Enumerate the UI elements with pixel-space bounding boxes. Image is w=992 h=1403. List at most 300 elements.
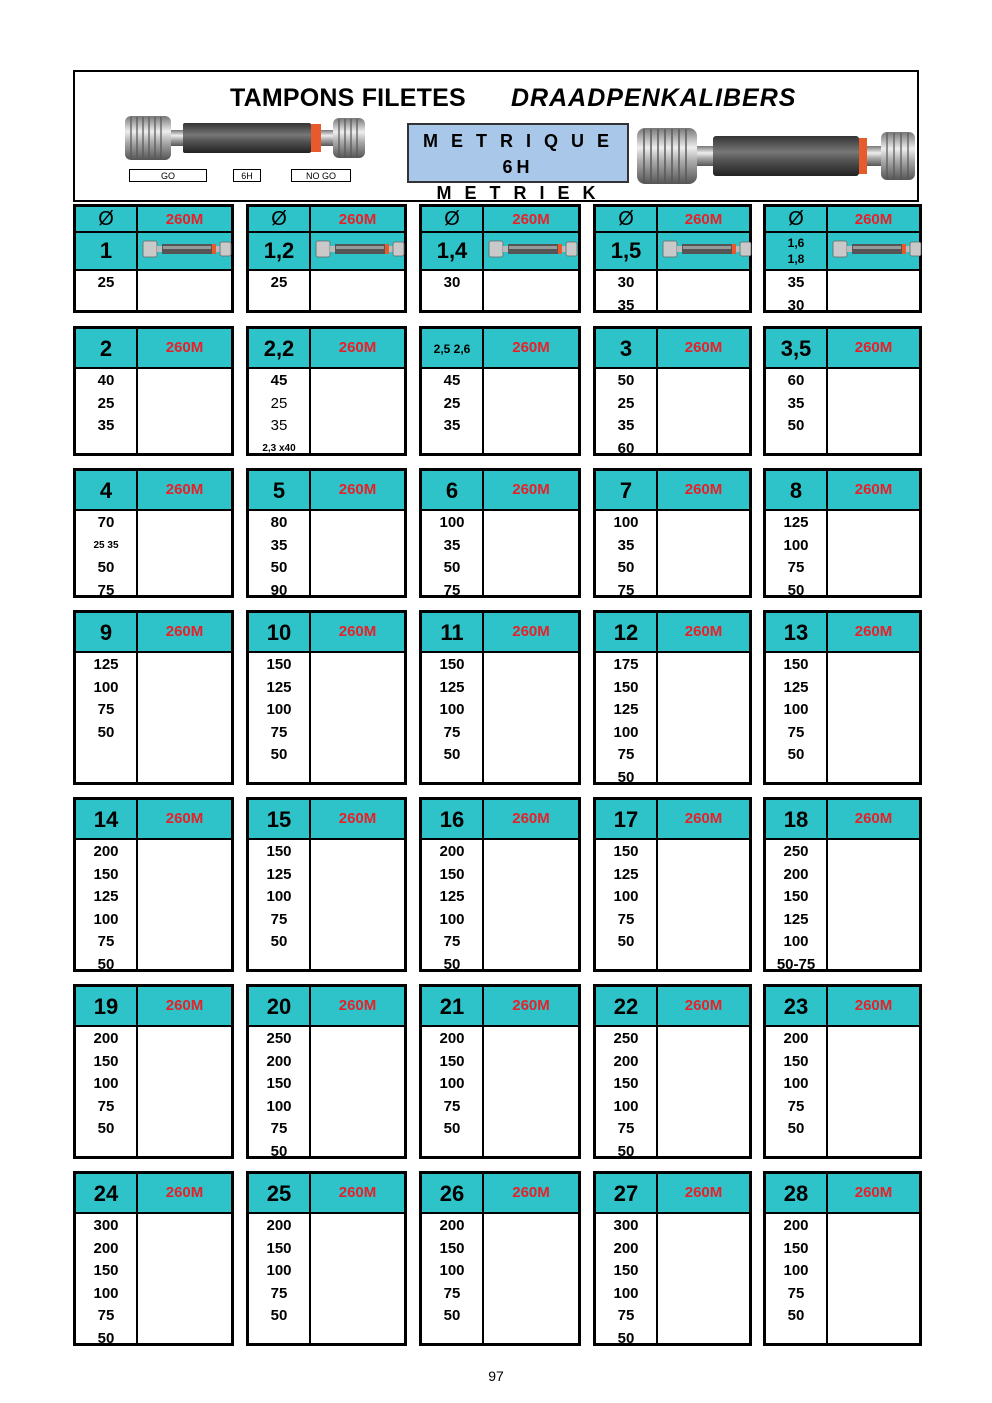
mini-gauge-icon xyxy=(662,239,752,259)
mini-gauge-icon xyxy=(488,239,578,259)
length-value: 150 xyxy=(93,1262,119,1280)
length-value: 150 xyxy=(783,1052,809,1070)
length-value: 30 xyxy=(617,274,635,291)
length-list xyxy=(249,272,309,295)
length-list xyxy=(766,841,826,977)
length-value: 100 xyxy=(93,910,119,928)
length-value: 200 xyxy=(439,843,465,860)
page-number: 97 xyxy=(488,1368,504,1384)
length-value: 150 xyxy=(613,678,639,696)
length-value: 75 xyxy=(97,581,115,599)
length-value: 150 xyxy=(613,843,639,860)
length-value: 100 xyxy=(783,933,809,951)
length-list xyxy=(596,654,656,790)
gauge-block xyxy=(593,468,752,598)
column-divider xyxy=(826,471,828,595)
length-value: 50 xyxy=(617,559,635,577)
column-divider xyxy=(826,613,828,782)
length-value: 100 xyxy=(93,678,119,696)
length-list xyxy=(249,841,309,954)
thread-size: 3 xyxy=(619,336,633,361)
length-value: 100 xyxy=(93,1284,119,1302)
column-divider xyxy=(136,329,138,453)
gauge-block xyxy=(419,984,581,1159)
article-code: 260M xyxy=(165,997,204,1014)
length-list xyxy=(596,272,656,317)
gauge-block xyxy=(593,610,752,785)
thread-size: 7 xyxy=(619,478,633,503)
article-code: 260M xyxy=(684,211,723,228)
length-list xyxy=(249,1028,309,1164)
header-separator xyxy=(76,231,231,233)
length-list xyxy=(422,512,482,602)
length-value: 75 xyxy=(270,723,288,741)
length-value: 150 xyxy=(783,888,809,906)
length-value: 50 xyxy=(97,559,115,577)
length-value: 150 xyxy=(266,843,292,860)
length-value: 50 xyxy=(270,746,288,764)
length-value: 25 35 xyxy=(93,539,119,551)
length-value: 50 xyxy=(270,559,288,577)
length-value: 25 xyxy=(270,274,288,291)
mini-gauge-icon xyxy=(832,239,922,259)
thread-size: 11 xyxy=(440,620,464,645)
length-value: 2,3 x40 xyxy=(262,442,296,454)
length-value: 100 xyxy=(783,536,809,554)
gauge-block xyxy=(593,326,752,456)
length-list xyxy=(422,1215,482,1328)
column-divider xyxy=(482,800,484,969)
length-list xyxy=(766,272,826,317)
length-value: 150 xyxy=(93,865,119,883)
column-divider xyxy=(826,987,828,1156)
length-list xyxy=(249,370,309,460)
length-value: 50 xyxy=(97,723,115,741)
column-divider xyxy=(656,1174,658,1343)
length-value: 100 xyxy=(266,1097,292,1115)
length-value: 35 xyxy=(787,274,805,291)
column-divider xyxy=(656,987,658,1156)
column-divider xyxy=(826,800,828,969)
length-list xyxy=(596,841,656,954)
diameter-symbol: Ø xyxy=(618,208,634,230)
length-value: 50 xyxy=(787,581,805,599)
length-list xyxy=(766,370,826,438)
gauge-block xyxy=(73,797,234,972)
length-value: 90 xyxy=(270,581,288,599)
length-list xyxy=(596,1215,656,1351)
article-code: 260M xyxy=(854,481,893,498)
thread-size: 20 xyxy=(266,994,292,1019)
thread-size-alt: 1,8 xyxy=(787,252,805,266)
length-value: 150 xyxy=(439,656,465,673)
length-value: 35 xyxy=(617,296,635,314)
length-value: 50 xyxy=(787,417,805,435)
column-divider xyxy=(482,987,484,1156)
thread-gauge-image-left xyxy=(123,112,369,168)
column-divider xyxy=(136,613,138,782)
column-divider xyxy=(656,471,658,595)
column-divider xyxy=(826,1174,828,1343)
length-value: 75 xyxy=(97,1097,115,1115)
length-value: 50 xyxy=(443,1307,461,1325)
article-code: 260M xyxy=(165,810,204,827)
thread-size: 27 xyxy=(613,1181,639,1206)
gauge-block xyxy=(763,1171,922,1346)
column-divider xyxy=(309,613,311,782)
article-code: 260M xyxy=(684,623,723,640)
article-code: 260M xyxy=(512,1184,550,1201)
gauge-block xyxy=(246,984,407,1159)
length-value: 75 xyxy=(617,581,635,599)
thread-size: 12 xyxy=(613,620,639,645)
length-value: 30 xyxy=(787,296,805,314)
gauge-block xyxy=(419,468,581,598)
gauge-block xyxy=(246,468,407,598)
length-value: 35 xyxy=(617,417,635,435)
gauge-block xyxy=(593,984,752,1159)
column-divider xyxy=(482,471,484,595)
length-value: 50 xyxy=(270,1142,288,1160)
length-value: 50 xyxy=(270,933,288,951)
length-value: 50 xyxy=(787,746,805,764)
length-value: 75 xyxy=(617,746,635,764)
length-list xyxy=(76,370,136,438)
length-value: 75 xyxy=(270,910,288,928)
length-value: 75 xyxy=(443,1097,461,1115)
mini-gauge-icon xyxy=(315,239,405,259)
length-value: 75 xyxy=(787,723,805,741)
column-divider xyxy=(656,800,658,969)
length-value: 150 xyxy=(439,865,465,883)
length-value: 200 xyxy=(93,1239,119,1257)
column-divider xyxy=(826,329,828,453)
length-value: 50 xyxy=(617,1329,635,1347)
length-value: 200 xyxy=(439,1217,465,1234)
length-value: 200 xyxy=(613,1239,639,1257)
thread-size: 5 xyxy=(272,478,286,503)
length-value: 150 xyxy=(613,1075,639,1093)
article-code: 260M xyxy=(854,623,893,640)
column-divider xyxy=(482,207,484,310)
length-value: 300 xyxy=(613,1217,639,1234)
mini-gauge-icon xyxy=(142,239,232,259)
article-code: 260M xyxy=(684,810,723,827)
thread-size: 22 xyxy=(613,994,639,1019)
length-list xyxy=(596,370,656,460)
diameter-symbol: Ø xyxy=(98,208,114,230)
gauge-block xyxy=(593,797,752,972)
length-value: 125 xyxy=(783,910,809,928)
gauge-block xyxy=(763,204,922,313)
length-value: 200 xyxy=(266,1217,292,1234)
length-value: 125 xyxy=(783,678,809,696)
column-divider xyxy=(136,207,138,310)
length-value: 25 xyxy=(617,394,635,412)
length-value: 125 xyxy=(266,865,292,883)
length-value: 75 xyxy=(443,933,461,951)
gauge-block xyxy=(763,797,922,972)
length-value: 100 xyxy=(439,910,465,928)
article-code: 260M xyxy=(854,810,893,827)
length-value: 35 xyxy=(443,417,461,435)
gauge-block xyxy=(73,326,234,456)
length-value: 200 xyxy=(613,1052,639,1070)
column-divider xyxy=(309,1174,311,1343)
length-value: 100 xyxy=(783,1075,809,1093)
article-code: 260M xyxy=(854,997,893,1014)
length-value: 100 xyxy=(783,701,809,719)
length-value: 75 xyxy=(787,559,805,577)
column-divider xyxy=(309,800,311,969)
length-value: 50-75 xyxy=(776,955,816,973)
length-value: 250 xyxy=(613,1030,639,1047)
length-value: 250 xyxy=(783,843,809,860)
column-divider xyxy=(482,1174,484,1343)
6h-label: 6H xyxy=(233,169,261,182)
length-value: 60 xyxy=(617,439,635,457)
length-value: 200 xyxy=(439,1030,465,1047)
gauge-block xyxy=(763,610,922,785)
length-value: 75 xyxy=(787,1284,805,1302)
thread-size: 25 xyxy=(266,1181,292,1206)
length-value: 125 xyxy=(93,888,119,906)
article-code: 260M xyxy=(338,810,377,827)
length-value: 100 xyxy=(266,1262,292,1280)
length-value: 25 xyxy=(270,394,288,412)
article-code: 260M xyxy=(854,1184,893,1201)
thread-size: 1 xyxy=(99,238,113,263)
article-code: 260M xyxy=(854,339,893,356)
length-value: 100 xyxy=(613,1097,639,1115)
length-value: 75 xyxy=(443,723,461,741)
length-value: 50 xyxy=(443,559,461,577)
length-value: 35 xyxy=(97,417,115,435)
column-divider xyxy=(136,1174,138,1343)
length-value: 150 xyxy=(93,1052,119,1070)
gauge-block xyxy=(246,1171,407,1346)
length-list xyxy=(766,1028,826,1141)
length-value: 35 xyxy=(787,394,805,412)
length-value: 125 xyxy=(93,656,119,673)
gauge-block xyxy=(419,610,581,785)
gauge-block xyxy=(73,984,234,1159)
length-value: 175 xyxy=(613,656,639,673)
length-value: 100 xyxy=(613,1284,639,1302)
length-value: 70 xyxy=(97,514,115,531)
length-list xyxy=(249,512,309,602)
length-list xyxy=(249,1215,309,1328)
thread-size: 2,2 xyxy=(263,336,295,361)
length-value: 75 xyxy=(270,1120,288,1138)
diameter-symbol: Ø xyxy=(444,208,460,230)
length-value: 50 xyxy=(787,1120,805,1138)
metric-line-1: M E T R I Q U E 6H xyxy=(422,131,613,177)
length-value: 75 xyxy=(443,1284,461,1302)
length-list xyxy=(76,1215,136,1351)
length-value: 75 xyxy=(97,933,115,951)
thread-size: 23 xyxy=(783,994,809,1019)
length-list xyxy=(596,1028,656,1164)
length-value: 50 xyxy=(787,1307,805,1325)
article-code: 260M xyxy=(165,339,204,356)
header-separator xyxy=(596,231,749,233)
column-divider xyxy=(136,800,138,969)
length-value: 100 xyxy=(613,514,639,531)
thread-size: 21 xyxy=(439,994,465,1019)
length-value: 50 xyxy=(97,1120,115,1138)
nogo-label: NO GO xyxy=(291,169,351,182)
thread-size: 9 xyxy=(99,620,113,645)
length-list xyxy=(422,654,482,767)
length-value: 50 xyxy=(617,372,635,389)
length-value: 250 xyxy=(266,1030,292,1047)
article-code: 260M xyxy=(165,1184,204,1201)
length-value: 75 xyxy=(97,1307,115,1325)
length-value: 35 xyxy=(617,536,635,554)
page-title: TAMPONS FILETES xyxy=(230,84,466,112)
article-code: 260M xyxy=(338,623,377,640)
length-value: 75 xyxy=(443,581,461,599)
length-value: 50 xyxy=(443,746,461,764)
length-list xyxy=(76,654,136,744)
article-code: 260M xyxy=(512,481,550,498)
length-value: 125 xyxy=(439,888,465,906)
diameter-symbol: Ø xyxy=(788,208,804,230)
length-value: 100 xyxy=(439,514,465,531)
length-list xyxy=(76,841,136,977)
thread-size: 1,2 xyxy=(263,238,295,263)
gauge-block xyxy=(73,468,234,598)
go-label: GO xyxy=(129,169,207,182)
thread-gauge-image-right xyxy=(635,124,917,188)
article-code: 260M xyxy=(684,997,723,1014)
thread-size: 15 xyxy=(266,807,292,832)
length-value: 75 xyxy=(270,1284,288,1302)
thread-size: 1,4 xyxy=(436,238,468,263)
length-value: 300 xyxy=(93,1217,119,1234)
thread-size: 2 xyxy=(99,336,113,361)
thread-size: 28 xyxy=(783,1181,809,1206)
length-value: 75 xyxy=(617,1307,635,1325)
length-value: 50 xyxy=(443,955,461,973)
length-value: 30 xyxy=(443,274,461,291)
thread-size: 18 xyxy=(783,807,809,832)
gauge-block xyxy=(246,610,407,785)
article-code: 260M xyxy=(338,481,377,498)
article-code: 260M xyxy=(338,339,377,356)
column-divider xyxy=(136,471,138,595)
thread-size: 8 xyxy=(789,478,803,503)
length-value: 40 xyxy=(97,372,115,389)
length-value: 100 xyxy=(266,701,292,719)
length-value: 50 xyxy=(97,955,115,973)
length-value: 75 xyxy=(617,910,635,928)
article-code: 260M xyxy=(684,481,723,498)
gauge-block xyxy=(763,326,922,456)
thread-size: 13 xyxy=(783,620,809,645)
length-value: 200 xyxy=(266,1052,292,1070)
article-code: 260M xyxy=(512,339,550,356)
thread-size: 26 xyxy=(439,1181,465,1206)
length-value: 75 xyxy=(97,701,115,719)
length-value: 100 xyxy=(613,888,639,906)
article-code: 260M xyxy=(854,211,893,228)
thread-size: 16 xyxy=(439,807,465,832)
thread-size: 19 xyxy=(93,994,119,1019)
gauge-block xyxy=(246,797,407,972)
length-value: 100 xyxy=(439,1262,465,1280)
length-list xyxy=(249,654,309,767)
length-value: 100 xyxy=(93,1075,119,1093)
column-divider xyxy=(656,613,658,782)
column-divider xyxy=(309,207,311,310)
length-value: 150 xyxy=(266,1075,292,1093)
length-value: 125 xyxy=(266,678,292,696)
length-value: 200 xyxy=(783,1030,809,1047)
article-code: 260M xyxy=(512,211,550,228)
length-value: 100 xyxy=(439,1075,465,1093)
thread-size: 14 xyxy=(93,807,119,832)
length-value: 150 xyxy=(266,1239,292,1257)
header-separator xyxy=(422,231,578,233)
length-value: 35 xyxy=(270,417,288,435)
article-code: 260M xyxy=(512,623,550,640)
column-divider xyxy=(136,987,138,1156)
gauge-block xyxy=(593,1171,752,1346)
column-divider xyxy=(309,329,311,453)
column-divider xyxy=(309,471,311,595)
header-separator xyxy=(766,231,919,233)
article-code: 260M xyxy=(512,997,550,1014)
article-code: 260M xyxy=(338,997,377,1014)
length-value: 100 xyxy=(266,888,292,906)
length-value: 125 xyxy=(613,865,639,883)
article-code: 260M xyxy=(165,211,204,228)
length-list xyxy=(422,841,482,977)
length-value: 200 xyxy=(93,1030,119,1047)
gauge-block xyxy=(763,468,922,598)
article-code: 260M xyxy=(165,623,204,640)
column-divider xyxy=(482,613,484,782)
length-value: 75 xyxy=(617,1120,635,1138)
column-divider xyxy=(826,207,828,310)
length-value: 75 xyxy=(787,1097,805,1115)
length-value: 150 xyxy=(439,1052,465,1070)
header-separator xyxy=(249,231,404,233)
column-divider xyxy=(309,987,311,1156)
column-divider xyxy=(482,329,484,453)
gauge-block xyxy=(73,610,234,785)
gauge-block xyxy=(763,984,922,1159)
article-code: 260M xyxy=(512,810,550,827)
length-value: 150 xyxy=(439,1239,465,1257)
length-value: 150 xyxy=(783,656,809,673)
length-value: 35 xyxy=(443,536,461,554)
thread-size: 6 xyxy=(445,478,459,503)
article-code: 260M xyxy=(338,1184,377,1201)
length-list xyxy=(596,512,656,602)
length-value: 150 xyxy=(613,1262,639,1280)
gauge-block xyxy=(73,204,234,313)
gauge-block xyxy=(246,326,407,456)
length-value: 25 xyxy=(97,274,115,291)
length-value: 45 xyxy=(270,372,288,389)
thread-size: 17 xyxy=(613,807,639,832)
length-value: 25 xyxy=(97,394,115,412)
length-value: 60 xyxy=(787,372,805,389)
gauge-block xyxy=(73,1171,234,1346)
